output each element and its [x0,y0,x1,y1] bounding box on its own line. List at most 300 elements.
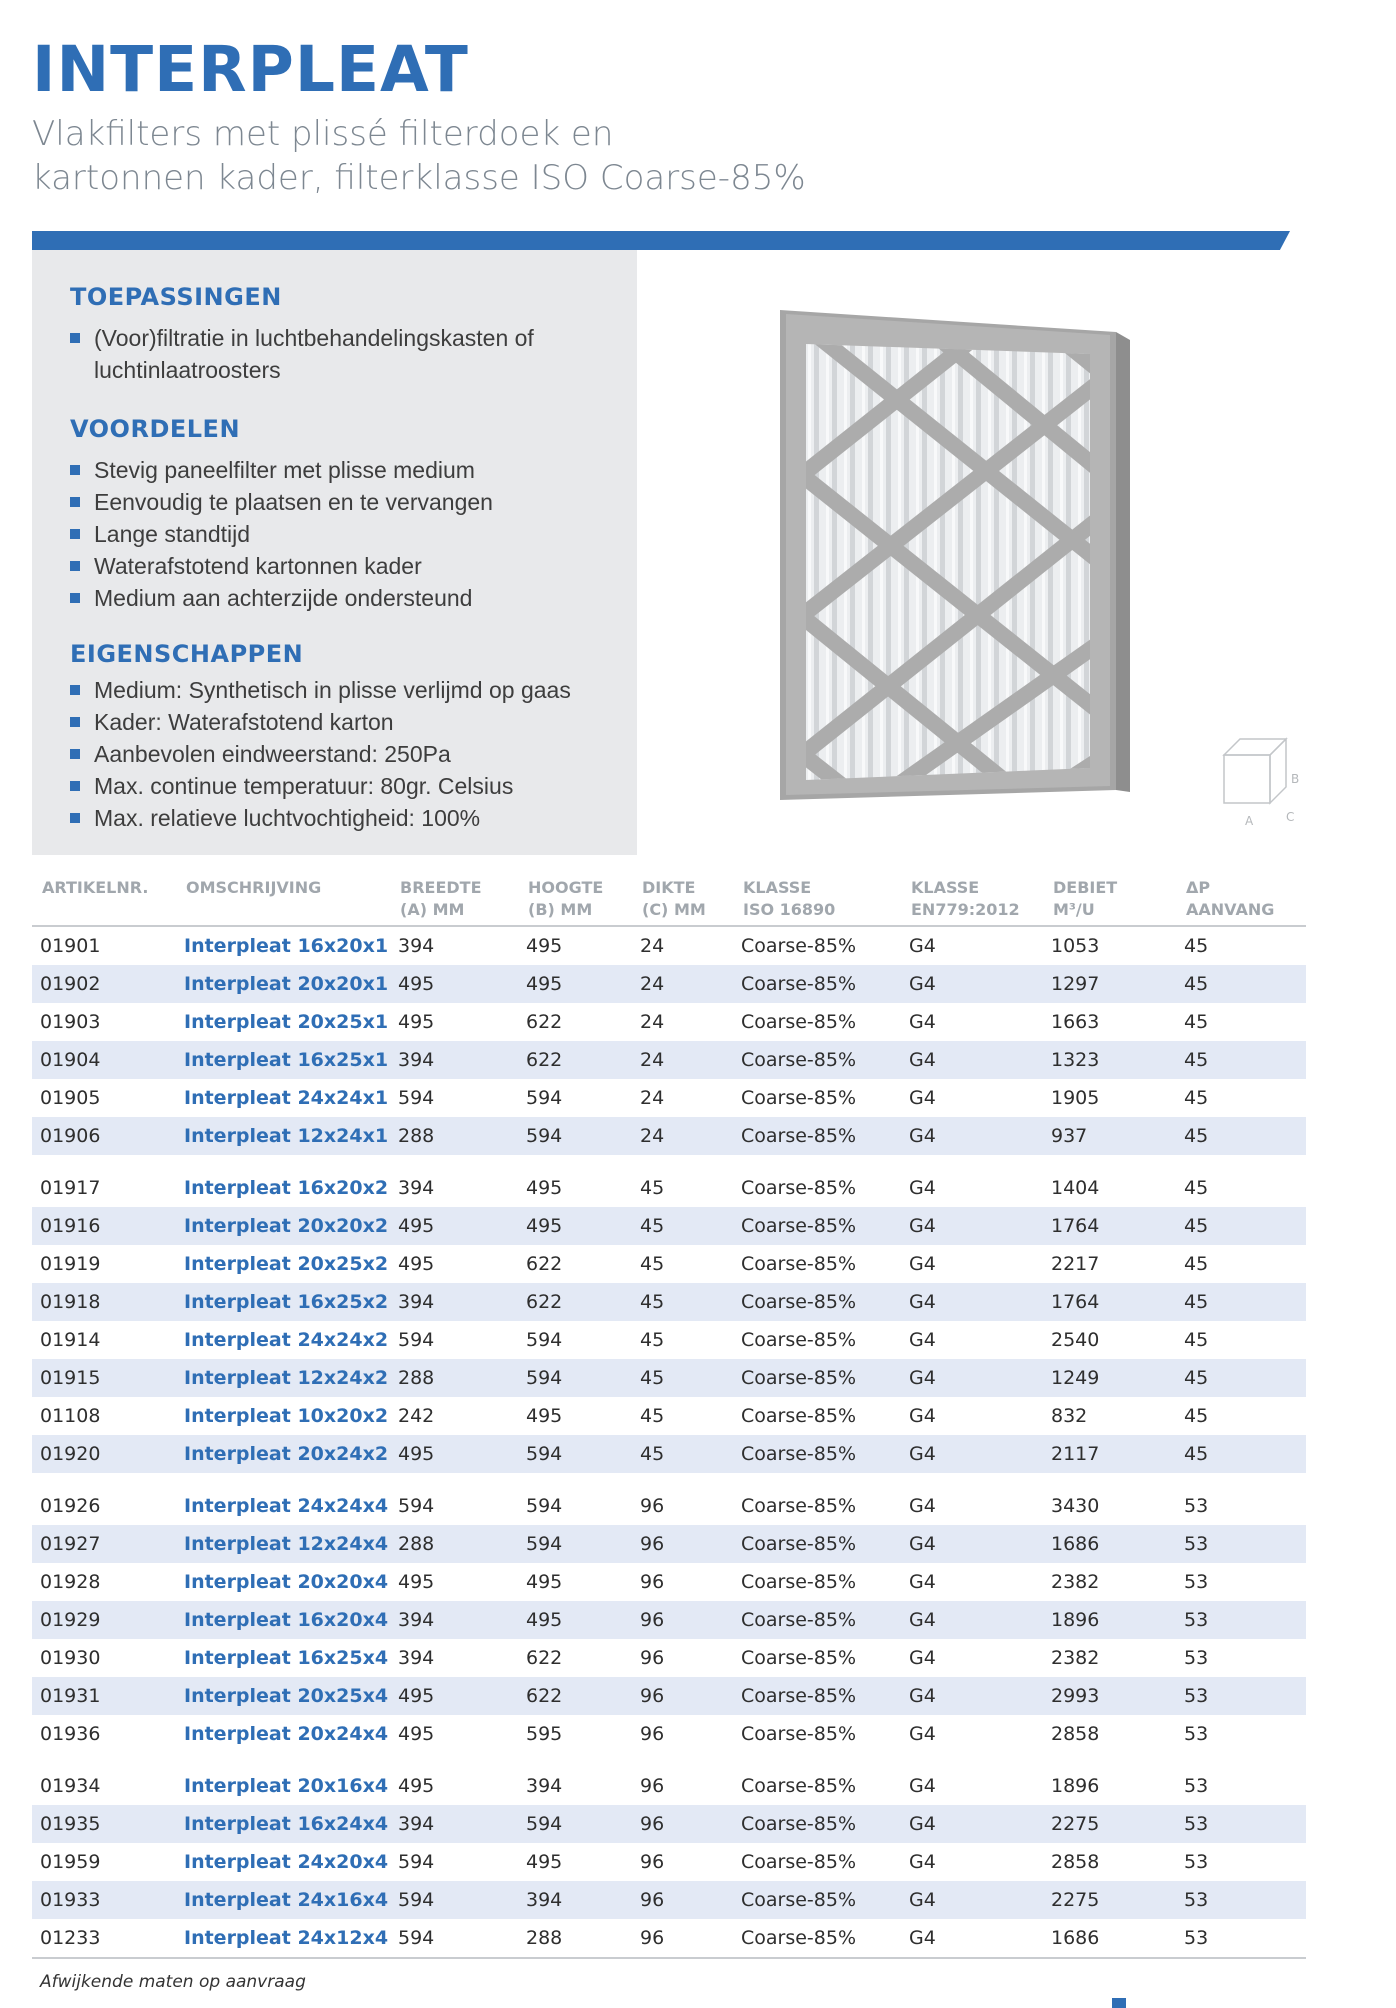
table-cell: 594 [518,1435,632,1473]
table-cell: G4 [901,965,1043,1003]
table-cell: 495 [390,1207,518,1245]
table-cell: Coarse-85% [741,1775,857,1797]
table-row [32,1245,1306,1283]
table-cell: 96 [632,1601,733,1639]
table-cell: 01918 [32,1283,176,1321]
table-cell: Coarse-85% [741,1329,857,1351]
bullet-square-icon [70,529,80,539]
table-cell: 45 [632,1283,733,1321]
table-cell: 2382 [1051,1571,1100,1593]
dimension-label-a: A [1245,814,1254,828]
table-cell: Coarse-85% [741,1087,857,1109]
table-cell: 01905 [40,1087,101,1109]
table-cell: Coarse-85% [741,1851,857,1873]
list-item-text: Aanbevolen eindweerstand: 250Pa [94,741,451,767]
table-cell: 1764 [1043,1207,1176,1245]
list-item [70,706,630,738]
product-description-cell: Interpleat 12x24x2 [176,1359,390,1397]
table-cell: 45 [1184,935,1209,957]
table-row [32,1563,1306,1601]
table-cell: 96 [640,1647,665,1669]
table-cell: 288 [390,1359,518,1397]
product-spec-table [32,857,1306,1959]
table-cell: 24 [632,965,733,1003]
table-cell: 594 [518,1359,632,1397]
table-cell: 45 [1176,965,1306,1003]
table-cell: 01936 [40,1723,101,1745]
table-cell: 937 [1043,1117,1176,1155]
table-cell: 495 [518,1207,632,1245]
table-cell: G4 [909,1571,936,1593]
product-description-cell: Interpleat 20x20x4 [184,1571,389,1593]
table-cell: 2275 [1043,1805,1176,1843]
table-cell: G4 [909,1495,936,1517]
table-cell: 2858 [1051,1851,1100,1873]
product-description-cell: Interpleat 20x25x2 [184,1253,389,1275]
table-cell: 495 [398,1571,435,1593]
table-cell: 495 [526,1405,563,1427]
table-cell: Coarse-85% [741,1647,857,1669]
table-cell: 96 [632,1525,733,1563]
product-description-cell: Interpleat 20x25x4 [176,1677,390,1715]
product-description-cell: Interpleat 20x20x1 [176,965,390,1003]
bullet-square-icon [70,749,80,759]
table-row [32,1003,1306,1041]
column-header-line: KLASSE [911,878,980,897]
product-description-cell: Interpleat 16x20x1 [184,935,389,957]
table-cell: 53 [1176,1525,1306,1563]
column-header [32,857,176,926]
bullet-square-icon [70,593,80,603]
header-divider-bar [32,231,1290,250]
table-row [32,1359,1306,1397]
table-cell: 01901 [40,935,101,957]
bullet-square-icon [70,465,80,475]
table-cell: 53 [1184,1775,1209,1797]
table-cell: 594 [398,1495,435,1517]
table-row [32,926,1306,965]
table-cell: Coarse-85% [733,1805,901,1843]
list-item [70,802,630,834]
table-cell: 96 [640,1851,665,1873]
table-cell: 622 [526,1011,563,1033]
table-cell: 53 [1184,1495,1209,1517]
table-cell: 01931 [32,1677,176,1715]
table-cell: 96 [640,1571,665,1593]
table-row [32,1639,1306,1677]
table-cell: Coarse-85% [741,1177,857,1199]
section-title-toepassingen: TOEPASSINGEN [70,283,282,311]
table-cell: 45 [1176,1117,1306,1155]
table-cell: G4 [909,1177,936,1199]
table-cell: G4 [901,1359,1043,1397]
column-header-line: OMSCHRIJVING [186,878,322,897]
table-cell: 3430 [1051,1495,1100,1517]
table-cell: G4 [909,1329,936,1351]
table-cell: 594 [398,1087,435,1109]
section-title-voordelen: VOORDELEN [70,415,241,443]
table-cell: 24 [640,1087,665,1109]
table-cell: 1686 [1043,1919,1176,1958]
table-cell: G4 [901,1805,1043,1843]
table-cell: 01904 [32,1041,176,1079]
table-row [32,1041,1306,1079]
table-cell: 594 [518,1117,632,1155]
table-cell: 495 [398,1253,435,1275]
table-cell: 594 [518,1525,632,1563]
list-item-text: Stevig paneelfilter met plisse medium [94,457,475,483]
table-cell: Coarse-85% [733,1359,901,1397]
product-description-cell: Interpleat 20x25x1 [184,1011,389,1033]
list-item [70,486,630,518]
table-cell: 2993 [1043,1677,1176,1715]
table-cell: G4 [901,1041,1043,1079]
table-row [32,1321,1306,1359]
table-row [32,1117,1306,1155]
list-item [70,674,630,706]
table-cell: 53 [1176,1881,1306,1919]
product-description-cell: Interpleat 16x20x4 [176,1601,390,1639]
table-cell: 53 [1184,1571,1209,1593]
table-cell: 394 [526,1775,563,1797]
table-row [32,1601,1306,1639]
table-row [32,1843,1306,1881]
table-cell: Coarse-85% [733,965,901,1003]
table-cell: 96 [632,1805,733,1843]
column-header [518,857,632,926]
table-cell: 2117 [1043,1435,1176,1473]
list-item [70,738,630,770]
table-cell: 394 [398,1647,435,1669]
eigenschappen-list [70,674,630,834]
table-cell: G4 [901,1525,1043,1563]
table-cell: 495 [398,1723,435,1745]
page-subtitle [32,112,932,200]
product-description-cell: Interpleat 24x16x4 [176,1881,390,1919]
table-cell: 96 [640,1495,665,1517]
table-cell: 495 [518,1601,632,1639]
table-cell: 495 [390,1677,518,1715]
table-cell: G4 [901,1677,1043,1715]
list-item [70,550,630,582]
list-item-text: Medium: Synthetisch in plisse verlijmd op gaas [94,677,571,703]
table-cell: 45 [632,1207,733,1245]
table-cell: 622 [518,1677,632,1715]
table-cell: 24 [632,1041,733,1079]
table-cell: Coarse-85% [733,1601,901,1639]
table-cell: 45 [632,1435,733,1473]
table-cell: 45 [1184,1011,1209,1033]
product-description-cell: Interpleat 20x16x4 [184,1775,389,1797]
table-cell: 495 [390,1435,518,1473]
table-cell: 01902 [32,965,176,1003]
table-cell: 594 [390,1919,518,1958]
table-cell: 394 [390,1601,518,1639]
column-header-line: ISO 16890 [743,900,836,919]
product-description-cell: Interpleat 16x24x4 [176,1805,390,1843]
product-description-cell: Interpleat 20x24x4 [184,1723,389,1745]
table-cell: Coarse-85% [741,1723,857,1745]
table-cell: 495 [526,1851,563,1873]
table-cell: 622 [518,1041,632,1079]
list-item-text: Eenvoudig te plaatsen en te vervangen [94,489,493,515]
list-item-text: Lange standtijd [94,521,251,547]
product-description-cell: Interpleat 20x24x2 [176,1435,390,1473]
table-cell: 53 [1176,1677,1306,1715]
table-cell: 1686 [1043,1525,1176,1563]
table-cell: 495 [398,1011,435,1033]
table-cell: G4 [909,1253,936,1275]
table-row [32,965,1306,1003]
list-item [70,582,630,614]
table-cell: 45 [640,1329,665,1351]
table-cell: 01920 [32,1435,176,1473]
table-cell: G4 [909,1647,936,1669]
table-cell: 495 [526,1571,563,1593]
table-cell: 594 [526,1087,563,1109]
bullet-square-icon [70,813,80,823]
column-header-line: DIKTE [642,878,696,897]
table-cell: G4 [909,1775,936,1797]
bullet-square-icon [70,717,80,727]
table-cell: G4 [909,1851,936,1873]
table-cell: 1323 [1043,1041,1176,1079]
table-row [32,1155,1306,1207]
table-cell: 394 [398,935,435,957]
product-description-cell: Interpleat 16x25x2 [176,1283,390,1321]
table-cell: 1764 [1043,1283,1176,1321]
bullet-square-icon [70,685,80,695]
table-row [32,1677,1306,1715]
table-cell: 595 [526,1723,563,1745]
table-cell: 01903 [40,1011,101,1033]
toepassingen-list [70,322,630,386]
column-header [390,857,518,926]
table-cell: Coarse-85% [741,1571,857,1593]
product-description-cell: Interpleat 12x24x1 [176,1117,390,1155]
column-header-line: BREEDTE [400,878,482,897]
table-row [32,1881,1306,1919]
column-header [1043,857,1176,926]
page-title: INTERPLEAT [32,33,469,106]
column-header-line: (B) MM [528,900,593,919]
list-item [70,770,630,802]
column-header-line: AANVANG [1186,900,1275,919]
table-cell: Coarse-85% [733,1525,901,1563]
table-cell: 01934 [40,1775,101,1797]
table-cell: Coarse-85% [733,1117,901,1155]
table-cell: 2275 [1043,1881,1176,1919]
table-cell: 594 [526,1329,563,1351]
table-cell: 24 [632,1117,733,1155]
table-cell: Coarse-85% [733,1207,901,1245]
table-cell: 53 [1184,1723,1209,1745]
table-cell: 45 [1184,1329,1209,1351]
table-cell: 45 [1176,1207,1306,1245]
table-cell: 622 [526,1253,563,1275]
table-cell: G4 [901,1881,1043,1919]
table-row [32,1079,1306,1117]
table-cell: 96 [640,1723,665,1745]
list-item-text: Max. relatieve luchtvochtigheid: 100% [94,805,481,831]
table-cell: 45 [1176,1435,1306,1473]
table-cell: 96 [632,1881,733,1919]
table-cell: 45 [1176,1359,1306,1397]
table-cell: G4 [909,1087,936,1109]
table-cell: Coarse-85% [733,1919,901,1958]
list-item-text: Waterafstotend kartonnen kader [94,553,422,579]
column-header [901,857,1043,926]
table-cell: Coarse-85% [741,1405,857,1427]
table-row [32,1919,1306,1958]
product-description-cell: Interpleat 16x25x4 [184,1647,389,1669]
table-header-row [32,857,1306,926]
table-cell: G4 [909,1011,936,1033]
table-cell: 594 [390,1881,518,1919]
table-cell: Coarse-85% [733,1435,901,1473]
table-cell: 24 [640,935,665,957]
table-cell: 495 [526,935,563,957]
table-cell: 242 [398,1405,435,1427]
table-cell: 594 [526,1495,563,1517]
table-cell: G4 [909,1405,936,1427]
bullet-square-icon [70,561,80,571]
table-cell: 288 [390,1525,518,1563]
product-description-cell: Interpleat 20x20x2 [176,1207,390,1245]
table-row [32,1283,1306,1321]
table-cell: 1404 [1051,1177,1100,1199]
table-cell: 1249 [1043,1359,1176,1397]
table-cell: 594 [398,1329,435,1351]
table-cell: 24 [640,1011,665,1033]
column-header [176,857,390,926]
product-description-cell: Interpleat 24x24x1 [184,1087,389,1109]
table-cell: 45 [640,1253,665,1275]
table-cell: 01928 [40,1571,101,1593]
table-cell: G4 [901,1435,1043,1473]
table-body [32,926,1306,1958]
table-cell: 96 [640,1775,665,1797]
table-cell: 2382 [1051,1647,1100,1669]
table-cell: Coarse-85% [741,1495,857,1517]
table-cell: 2540 [1051,1329,1100,1351]
subtitle-line: kartonnen kader, filterklasse ISO Coarse-85% [32,158,806,198]
section-title-eigenschappen: EIGENSCHAPPEN [70,640,304,668]
table-cell: 53 [1176,1601,1306,1639]
bullet-square-icon [70,497,80,507]
table-row [32,1753,1306,1805]
table-cell: 1053 [1051,935,1100,957]
table-cell: 495 [398,1775,435,1797]
column-header [733,857,901,926]
table-cell: Coarse-85% [733,1283,901,1321]
table-cell: 01959 [40,1851,101,1873]
list-item-text: (Voor)filtratie in luchtbehandelingskasten of luchtinlaatroosters [94,325,534,383]
table-row [32,1473,1306,1525]
dimension-label-b: B [1291,772,1300,786]
table-cell: 01929 [32,1601,176,1639]
table-cell: 45 [640,1177,665,1199]
table-cell: G4 [901,1919,1043,1958]
table-cell: 288 [518,1919,632,1958]
table-cell: 01906 [32,1117,176,1155]
table-cell: 394 [518,1881,632,1919]
table-cell: 01914 [40,1329,101,1351]
table-cell: Coarse-85% [741,1011,857,1033]
table-cell: G4 [901,1207,1043,1245]
table-cell: 45 [640,1405,665,1427]
table-cell: 01919 [40,1253,101,1275]
column-header-line: ΔP [1186,878,1211,897]
table-cell: 45 [1184,1087,1209,1109]
table-cell: 394 [390,1805,518,1843]
table-cell: 1896 [1043,1601,1176,1639]
table-cell: 96 [632,1677,733,1715]
dimension-box-icon [1220,735,1302,833]
dimension-label-c: C [1286,810,1295,824]
table-cell: 1896 [1051,1775,1100,1797]
product-description-cell: Interpleat 24x24x4 [184,1495,389,1517]
table-cell: Coarse-85% [741,935,857,957]
table-cell: 45 [1184,1253,1209,1275]
table-cell: Coarse-85% [733,1677,901,1715]
column-header-line: ARTIKELNR. [42,878,149,897]
bullet-square-icon [70,781,80,791]
list-item [70,322,630,386]
bullet-square-icon [70,333,80,343]
table-cell: 45 [632,1359,733,1397]
voordelen-list [70,454,630,614]
table-cell: 53 [1184,1647,1209,1669]
table-cell: 01108 [40,1405,101,1427]
table-row [32,1435,1306,1473]
panel-filter-image [760,310,1140,800]
table-cell: 01935 [32,1805,176,1843]
table-cell: 45 [1184,1177,1209,1199]
table-cell: 594 [518,1805,632,1843]
table-cell: 01927 [32,1525,176,1563]
product-description-cell: Interpleat 16x20x2 [184,1177,389,1199]
corner-accent-mark [1112,1998,1126,2008]
column-header-line: (C) MM [642,900,706,919]
column-header-line: (A) MM [400,900,465,919]
list-item-text: Medium aan achterzijde ondersteund [94,585,473,611]
table-cell: 01917 [40,1177,101,1199]
table-cell: 01926 [40,1495,101,1517]
table-cell: 594 [398,1851,435,1873]
list-item-text: Max. continue temperatuur: 80gr. Celsius [94,773,514,799]
column-header-line: EN779:2012 [911,900,1020,919]
product-description-cell: Interpleat 24x20x4 [184,1851,389,1873]
product-description-cell: Interpleat 16x25x1 [176,1041,390,1079]
table-cell: 622 [518,1283,632,1321]
table-cell: 01933 [32,1881,176,1919]
table-row [32,1207,1306,1245]
table-cell: 394 [390,1283,518,1321]
column-header-line: DEBIET [1053,878,1118,897]
table-cell: 96 [632,1919,733,1958]
column-header-line: KLASSE [743,878,812,897]
table-cell: 288 [390,1117,518,1155]
table-cell: Coarse-85% [741,1253,857,1275]
table-cell: 01233 [32,1919,176,1958]
table-cell: 2858 [1051,1723,1100,1745]
table-cell: 53 [1184,1851,1209,1873]
table-cell: 1297 [1043,965,1176,1003]
footnote: Afwijkende maten op aanvraag [40,1972,306,1992]
table-cell: 01916 [32,1207,176,1245]
table-cell: Coarse-85% [733,1041,901,1079]
